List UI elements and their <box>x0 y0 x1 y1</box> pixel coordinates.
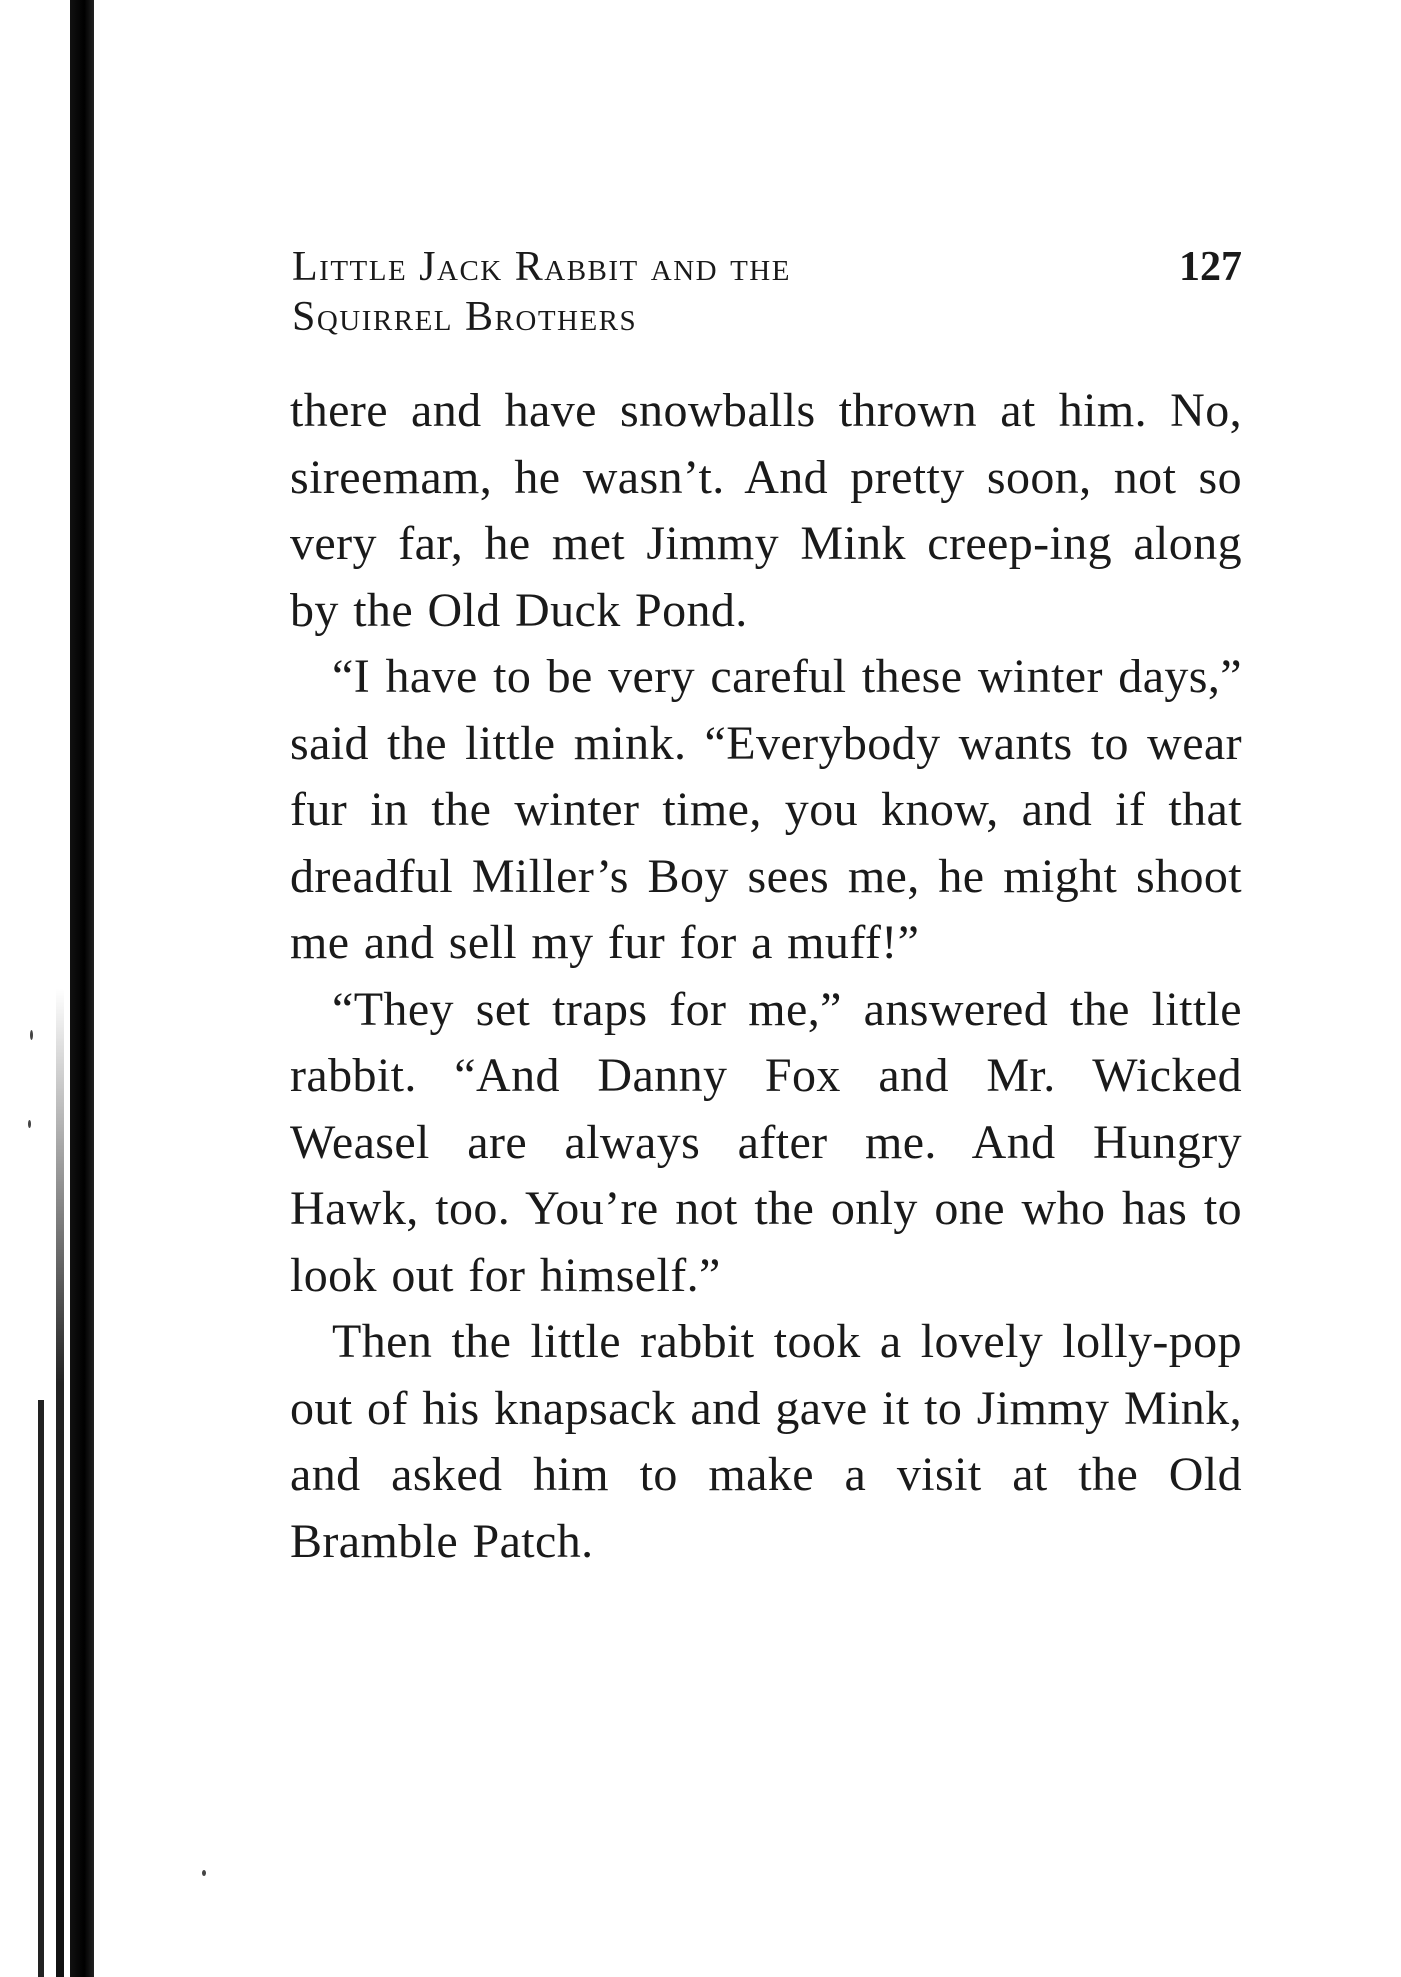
paragraph-4: Then the little rabbit took a lovely lolly-pop out of his knapsack and gave it to Jimmy Mink, and asked him to make a visit at the Old Bramble Patch. <box>290 1315 1242 1568</box>
running-head <box>292 242 1242 342</box>
paragraph-2: “I have to be very careful these winter days,” said the little mink. “Everybody wants to wear fur in the winter time, you know, and if that dreadful Miller’s Boy sees me, he might shoot me and sell my fur for a muff!” <box>290 650 1242 969</box>
scan-speck <box>28 1120 31 1128</box>
paragraph-1: there and have snowballs thrown at him. No, sireemam, he wasn’t. And pretty soon, not so very far, he met Jimmy Mink creep-ing along by the Old Duck Pond. <box>290 384 1242 637</box>
scan-speck <box>30 1030 33 1040</box>
paragraph-3: “They set traps for me,” answered the little rabbit. “And Danny Fox and Mr. Wicked Weasel are always after me. And Hungry Hawk, too. You’re not the only one who has to look out for himself.” <box>290 982 1242 1302</box>
scan-speck <box>202 1870 206 1876</box>
running-head-title-line1: Little Jack Rabbit and the <box>292 244 791 290</box>
binding-edge <box>70 0 94 1977</box>
body-text <box>290 378 1242 1575</box>
running-head-title <box>292 242 791 342</box>
binding-shadow <box>56 0 64 1977</box>
binding-shadow-lower <box>38 1400 44 1977</box>
page-number: 127 <box>1179 244 1242 290</box>
running-head-title-line2: Squirrel Brothers <box>292 294 638 340</box>
